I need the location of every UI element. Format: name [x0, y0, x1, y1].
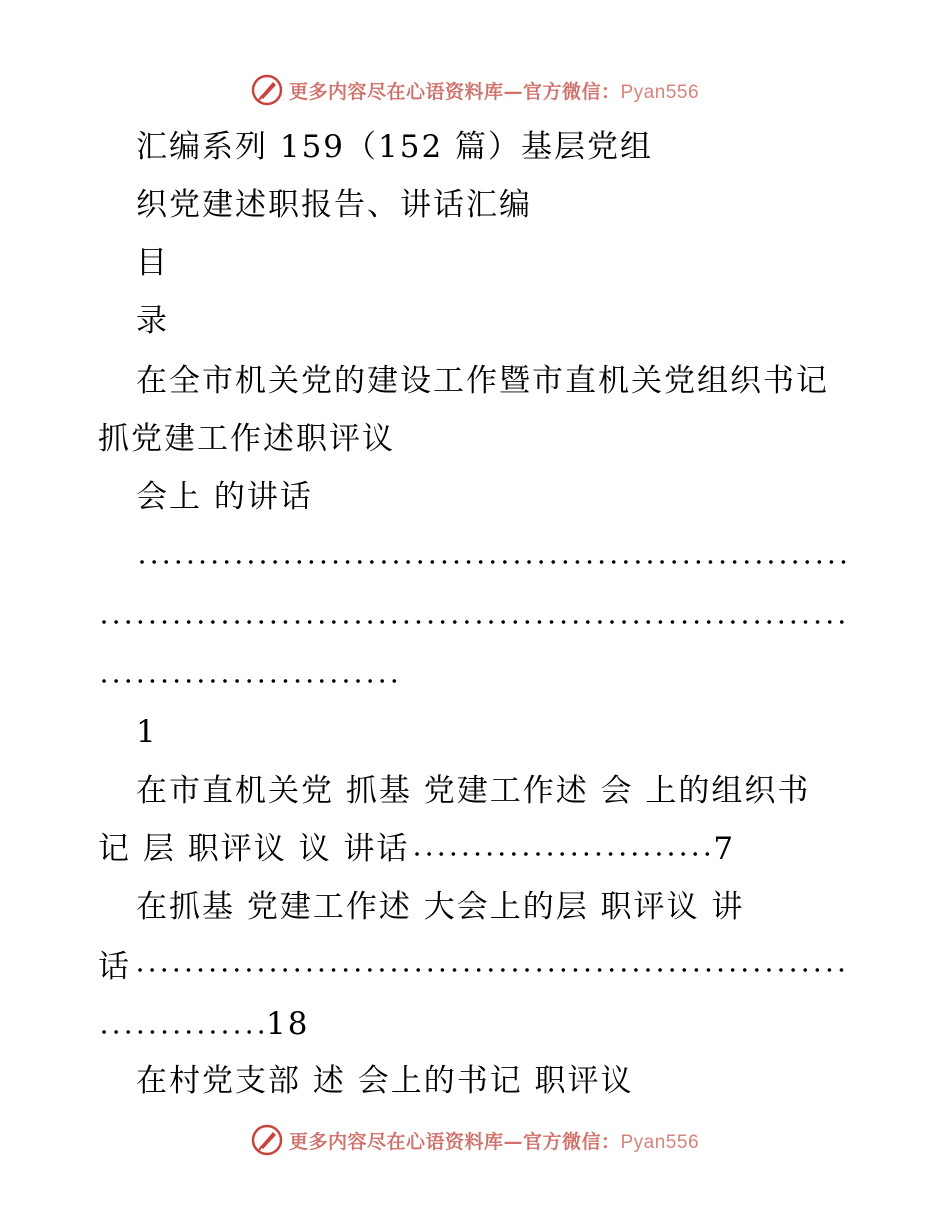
quill-logo-icon	[251, 1124, 283, 1156]
toc-leader-dots	[136, 557, 848, 567]
footer-watermark	[0, 1120, 950, 1160]
toc-leader-dots	[134, 965, 848, 975]
toc-entry-2-line-2: 记 层 职评议 议 讲话 7	[98, 831, 736, 867]
toc-entry-3-page: 18	[266, 1006, 310, 1042]
toc-entry-1-line-2: 抓党建工作述职评议	[98, 421, 395, 457]
toc-entry-4-line-1: 在村党支部 述 会上的书记 职评议	[136, 1063, 634, 1099]
watermark-label: 更多内容尽在心语资料库—官方微信：Pyan556	[288, 80, 700, 103]
toc-entry-2-line-1: 在市直机关党 抓基 党建工作述 会 上的组织书	[136, 773, 811, 809]
toc-heading-char-1: 目	[136, 245, 169, 281]
toc-heading-char-2: 录	[136, 303, 169, 339]
toc-entry-1-line-1: 在全市机关党的建设工作暨市直机关党组织书记	[136, 363, 829, 399]
toc-entry-2-page: 7	[713, 831, 736, 867]
header-watermark	[0, 70, 950, 110]
toc-leader-dots	[98, 676, 398, 686]
watermark-label: 更多内容尽在心语资料库—官方微信：Pyan556	[288, 1130, 700, 1153]
quill-logo-icon	[251, 74, 283, 106]
toc-leader-dots	[411, 849, 711, 859]
toc-entry-3-line-1: 在抓基 党建工作述 大会上的层 职评议 讲	[136, 889, 745, 925]
toc-entry-1-page: 1	[136, 714, 158, 750]
toc-leader-dots	[98, 617, 848, 627]
document-title-line-2: 织党建述职报告、讲话汇编	[136, 187, 532, 223]
toc-leader-dots	[98, 1027, 263, 1037]
toc-entry-1-line-3: 会上 的讲话	[136, 479, 313, 515]
toc-entry-3-line-2: 话	[98, 949, 131, 985]
document-title-line-1: 汇编系列 159（152 篇）基层党组	[136, 129, 654, 165]
